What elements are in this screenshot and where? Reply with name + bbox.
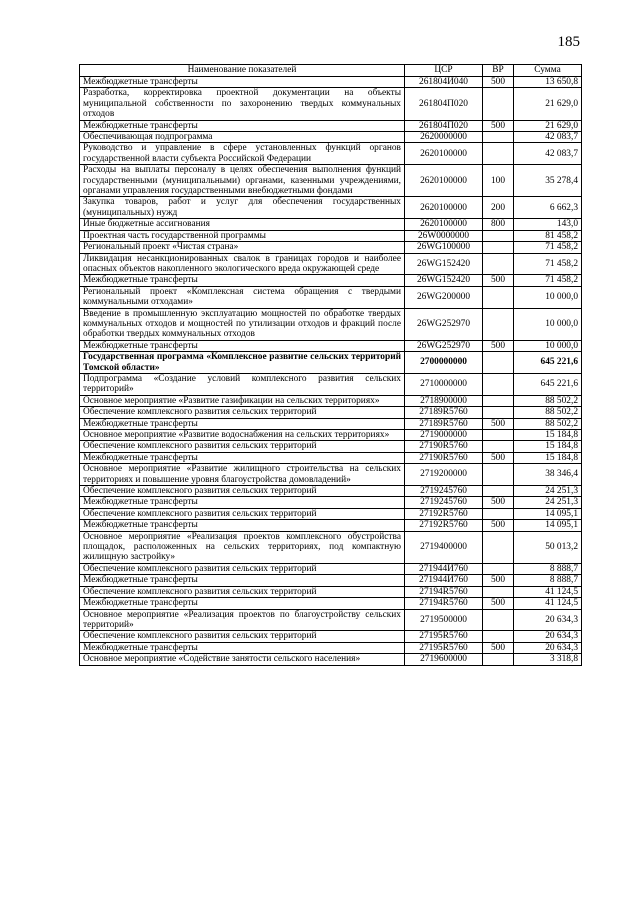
header-vr: ВР xyxy=(483,65,514,77)
table-row xyxy=(80,418,582,429)
row-csr-cell: 26WG152420 xyxy=(405,253,483,275)
row-name-cell: Межбюджетные трансферты xyxy=(80,598,405,609)
row-csr-cell: 2620100000 xyxy=(405,197,483,219)
row-vr-cell: 100 xyxy=(483,165,514,197)
row-vr-cell: 500 xyxy=(483,497,514,508)
row-vr-cell xyxy=(483,242,514,253)
row-name-cell: Основное мероприятие «Развитие газификации на сельских территориях» xyxy=(80,395,405,406)
row-csr-cell: 2620000000 xyxy=(405,132,483,143)
row-sum-cell: 14 095,1 xyxy=(514,508,582,519)
row-csr-cell: 2710000000 xyxy=(405,373,483,395)
row-name-cell: Обеспечение комплексного развития сельских территорий xyxy=(80,563,405,574)
header-sum: Сумма xyxy=(514,65,582,77)
row-csr-cell: 27194R5760 xyxy=(405,598,483,609)
row-sum-cell: 71 458,2 xyxy=(514,242,582,253)
row-vr-cell xyxy=(483,430,514,441)
table-row xyxy=(80,531,582,563)
table-row xyxy=(80,340,582,351)
row-sum-cell: 88 502,2 xyxy=(514,418,582,429)
row-sum-cell: 21 629,0 xyxy=(514,120,582,131)
row-vr-cell xyxy=(483,143,514,165)
header-name: Наименование показателей xyxy=(80,65,405,77)
row-csr-cell: 2719000000 xyxy=(405,430,483,441)
row-csr-cell: 2719500000 xyxy=(405,609,483,631)
table-row xyxy=(80,120,582,131)
row-csr-cell: 26W0000000 xyxy=(405,230,483,241)
row-vr-cell xyxy=(483,230,514,241)
table-row xyxy=(80,165,582,197)
row-vr-cell xyxy=(483,395,514,406)
table-row xyxy=(80,520,582,531)
row-vr-cell: 500 xyxy=(483,77,514,88)
row-sum-cell: 15 184,8 xyxy=(514,430,582,441)
row-vr-cell xyxy=(483,586,514,597)
row-name-cell: Региональный проект «Чистая страна» xyxy=(80,242,405,253)
table-row xyxy=(80,275,582,286)
row-name-cell: Основное мероприятие «Реализация проектов комплексного обустройства площадок, расположенных на сельских территориях, под компактную жилищную застройку» xyxy=(80,531,405,563)
row-csr-cell: 27195R5760 xyxy=(405,642,483,653)
page-number: 185 xyxy=(557,34,580,50)
table-row xyxy=(80,642,582,653)
row-sum-cell: 24 251,3 xyxy=(514,497,582,508)
table-row xyxy=(80,88,582,120)
row-sum-cell: 88 502,2 xyxy=(514,395,582,406)
row-name-cell: Расходы на выплаты персоналу в целях обеспечения выполнения функций государственными (муниципальными) органами, казенными учреждениями, органами управления государственными внебюджетными фондами xyxy=(80,165,405,197)
row-sum-cell: 10 000,0 xyxy=(514,340,582,351)
row-sum-cell: 14 095,1 xyxy=(514,520,582,531)
row-name-cell: Обеспечение комплексного развития сельских территорий xyxy=(80,407,405,418)
row-name-cell: Межбюджетные трансферты xyxy=(80,520,405,531)
table-row xyxy=(80,286,582,308)
row-vr-cell xyxy=(483,563,514,574)
row-sum-cell: 88 502,2 xyxy=(514,407,582,418)
row-csr-cell: 261804П020 xyxy=(405,88,483,120)
row-name-cell: Руководство и управление в сфере установленных функций органов государственной власти субъекта Российской Федерации xyxy=(80,143,405,165)
row-name-cell: Обеспечивающая подпрограмма xyxy=(80,132,405,143)
row-sum-cell: 21 629,0 xyxy=(514,88,582,120)
row-name-cell: Иные бюджетные ассигнования xyxy=(80,219,405,230)
row-sum-cell: 8 888,7 xyxy=(514,563,582,574)
table-row xyxy=(80,452,582,463)
row-vr-cell: 500 xyxy=(483,275,514,286)
row-csr-cell: 2719600000 xyxy=(405,654,483,665)
row-csr-cell: 2700000000 xyxy=(405,352,483,374)
row-vr-cell: 500 xyxy=(483,418,514,429)
row-csr-cell: 2719245760 xyxy=(405,497,483,508)
row-csr-cell: 2718900000 xyxy=(405,395,483,406)
row-csr-cell: 27190R5760 xyxy=(405,452,483,463)
row-sum-cell: 42 083,7 xyxy=(514,132,582,143)
row-vr-cell xyxy=(483,88,514,120)
row-name-cell: Разработка, корректировка проектной документации на объекты муниципальной собственности по захоронению твердых коммунальных отходов xyxy=(80,88,405,120)
row-name-cell: Обеспечение комплексного развития сельских территорий xyxy=(80,631,405,642)
row-name-cell: Проектная часть государственной программы xyxy=(80,230,405,241)
row-sum-cell: 50 013,2 xyxy=(514,531,582,563)
row-csr-cell: 26WG152420 xyxy=(405,275,483,286)
budget-table xyxy=(79,64,582,666)
row-vr-cell: 500 xyxy=(483,642,514,653)
row-vr-cell: 500 xyxy=(483,520,514,531)
row-vr-cell xyxy=(483,373,514,395)
row-sum-cell: 10 000,0 xyxy=(514,286,582,308)
table-row xyxy=(80,575,582,586)
row-vr-cell: 500 xyxy=(483,340,514,351)
row-csr-cell: 27189R5760 xyxy=(405,418,483,429)
row-name-cell: Межбюджетные трансферты xyxy=(80,77,405,88)
row-sum-cell: 15 184,8 xyxy=(514,441,582,452)
row-vr-cell: 500 xyxy=(483,598,514,609)
row-vr-cell xyxy=(483,352,514,374)
row-sum-cell: 38 346,4 xyxy=(514,464,582,486)
row-vr-cell xyxy=(483,631,514,642)
row-csr-cell: 271944И760 xyxy=(405,575,483,586)
row-csr-cell: 26WG200000 xyxy=(405,286,483,308)
row-name-cell: Межбюджетные трансферты xyxy=(80,418,405,429)
row-csr-cell: 261804П020 xyxy=(405,120,483,131)
row-sum-cell: 24 251,3 xyxy=(514,486,582,497)
row-sum-cell: 6 662,3 xyxy=(514,197,582,219)
row-name-cell: Обеспечение комплексного развития сельских территорий xyxy=(80,486,405,497)
row-csr-cell: 2719200000 xyxy=(405,464,483,486)
row-vr-cell: 500 xyxy=(483,575,514,586)
table-row xyxy=(80,609,582,631)
row-vr-cell xyxy=(483,654,514,665)
row-vr-cell: 200 xyxy=(483,197,514,219)
row-csr-cell: 27195R5760 xyxy=(405,631,483,642)
row-sum-cell: 35 278,4 xyxy=(514,165,582,197)
table-row xyxy=(80,242,582,253)
row-sum-cell: 71 458,2 xyxy=(514,253,582,275)
row-name-cell: Ликвидация несанкционированных свалок в границах городов и наиболее опасных объектов накопленного экологического вреда окружающей среде xyxy=(80,253,405,275)
row-sum-cell: 143,0 xyxy=(514,219,582,230)
row-vr-cell xyxy=(483,253,514,275)
table-row xyxy=(80,219,582,230)
row-sum-cell: 20 634,3 xyxy=(514,642,582,653)
row-sum-cell: 41 124,5 xyxy=(514,598,582,609)
row-name-cell: Подпрограмма «Создание условий комплексного развития сельских территорий» xyxy=(80,373,405,395)
row-name-cell: Основное мероприятие «Реализация проектов по благоустройству сельских территорий» xyxy=(80,609,405,631)
row-csr-cell: 2620100000 xyxy=(405,219,483,230)
row-vr-cell xyxy=(483,464,514,486)
row-csr-cell: 27190R5760 xyxy=(405,441,483,452)
table-row xyxy=(80,230,582,241)
table-row xyxy=(80,407,582,418)
table-row xyxy=(80,497,582,508)
row-sum-cell: 645 221,6 xyxy=(514,352,582,374)
table-row xyxy=(80,563,582,574)
table-row xyxy=(80,430,582,441)
row-vr-cell: 500 xyxy=(483,452,514,463)
row-csr-cell: 27189R5760 xyxy=(405,407,483,418)
row-name-cell: Межбюджетные трансферты xyxy=(80,497,405,508)
row-csr-cell: 26WG252970 xyxy=(405,308,483,340)
row-name-cell: Основное мероприятие «Содействие занятости сельского населения» xyxy=(80,654,405,665)
table-row xyxy=(80,197,582,219)
row-csr-cell: 26WG100000 xyxy=(405,242,483,253)
row-name-cell: Межбюджетные трансферты xyxy=(80,575,405,586)
row-csr-cell: 2719400000 xyxy=(405,531,483,563)
table-row xyxy=(80,77,582,88)
table-row xyxy=(80,143,582,165)
table-row xyxy=(80,486,582,497)
row-vr-cell xyxy=(483,508,514,519)
row-name-cell: Государственная программа «Комплексное развитие сельских территорий Томской области» xyxy=(80,352,405,374)
row-sum-cell: 15 184,8 xyxy=(514,452,582,463)
row-csr-cell: 27192R5760 xyxy=(405,508,483,519)
table-row xyxy=(80,598,582,609)
row-sum-cell: 20 634,3 xyxy=(514,609,582,631)
row-sum-cell: 8 888,7 xyxy=(514,575,582,586)
table-row xyxy=(80,441,582,452)
row-vr-cell xyxy=(483,132,514,143)
table-row xyxy=(80,308,582,340)
row-vr-cell: 800 xyxy=(483,219,514,230)
row-vr-cell xyxy=(483,407,514,418)
header-csr: ЦСР xyxy=(405,65,483,77)
row-name-cell: Обеспечение комплексного развития сельских территорий xyxy=(80,441,405,452)
table-row xyxy=(80,654,582,665)
table-row xyxy=(80,352,582,374)
row-name-cell: Межбюджетные трансферты xyxy=(80,275,405,286)
table-row xyxy=(80,586,582,597)
row-name-cell: Закупка товаров, работ и услуг для обеспечения государственных (муниципальных) нужд xyxy=(80,197,405,219)
table-row xyxy=(80,464,582,486)
row-vr-cell xyxy=(483,441,514,452)
row-sum-cell: 20 634,3 xyxy=(514,631,582,642)
table-row xyxy=(80,253,582,275)
table-row xyxy=(80,395,582,406)
row-name-cell: Межбюджетные трансферты xyxy=(80,120,405,131)
row-name-cell: Региональный проект «Комплексная система обращения с твердыми коммунальными отходами» xyxy=(80,286,405,308)
row-sum-cell: 645 221,6 xyxy=(514,373,582,395)
row-csr-cell: 27194R5760 xyxy=(405,586,483,597)
row-name-cell: Введение в промышленную эксплуатацию мощностей по обработке твердых коммунальных отходов и мощностей по утилизации отходов и фракций после обработки твердых коммунальных отходов xyxy=(80,308,405,340)
row-sum-cell: 41 124,5 xyxy=(514,586,582,597)
row-name-cell: Основное мероприятие «Развитие жилищного строительства на сельских территориях и повышение уровня благоустройства домовладений» xyxy=(80,464,405,486)
row-sum-cell: 3 318,8 xyxy=(514,654,582,665)
table-row xyxy=(80,508,582,519)
row-name-cell: Обеспечение комплексного развития сельских территорий xyxy=(80,508,405,519)
row-csr-cell: 261804И040 xyxy=(405,77,483,88)
table-header-row xyxy=(80,65,582,77)
row-name-cell: Межбюджетные трансферты xyxy=(80,340,405,351)
row-name-cell: Межбюджетные трансферты xyxy=(80,452,405,463)
row-sum-cell: 13 650,8 xyxy=(514,77,582,88)
row-csr-cell: 2620100000 xyxy=(405,165,483,197)
table-row xyxy=(80,631,582,642)
row-vr-cell xyxy=(483,308,514,340)
row-csr-cell: 271944И760 xyxy=(405,563,483,574)
row-sum-cell: 10 000,0 xyxy=(514,308,582,340)
row-vr-cell: 500 xyxy=(483,120,514,131)
row-vr-cell xyxy=(483,486,514,497)
table-row xyxy=(80,132,582,143)
row-name-cell: Обеспечение комплексного развития сельских территорий xyxy=(80,586,405,597)
row-vr-cell xyxy=(483,531,514,563)
row-csr-cell: 26WG252970 xyxy=(405,340,483,351)
row-sum-cell: 42 083,7 xyxy=(514,143,582,165)
row-csr-cell: 2719245760 xyxy=(405,486,483,497)
row-vr-cell xyxy=(483,609,514,631)
row-csr-cell: 27192R5760 xyxy=(405,520,483,531)
row-vr-cell xyxy=(483,286,514,308)
row-sum-cell: 71 458,2 xyxy=(514,275,582,286)
table-row xyxy=(80,373,582,395)
table-body xyxy=(80,77,582,666)
row-name-cell: Основное мероприятие «Развитие водоснабжения на сельских территориях» xyxy=(80,430,405,441)
row-sum-cell: 81 458,2 xyxy=(514,230,582,241)
row-csr-cell: 2620100000 xyxy=(405,143,483,165)
row-name-cell: Межбюджетные трансферты xyxy=(80,642,405,653)
